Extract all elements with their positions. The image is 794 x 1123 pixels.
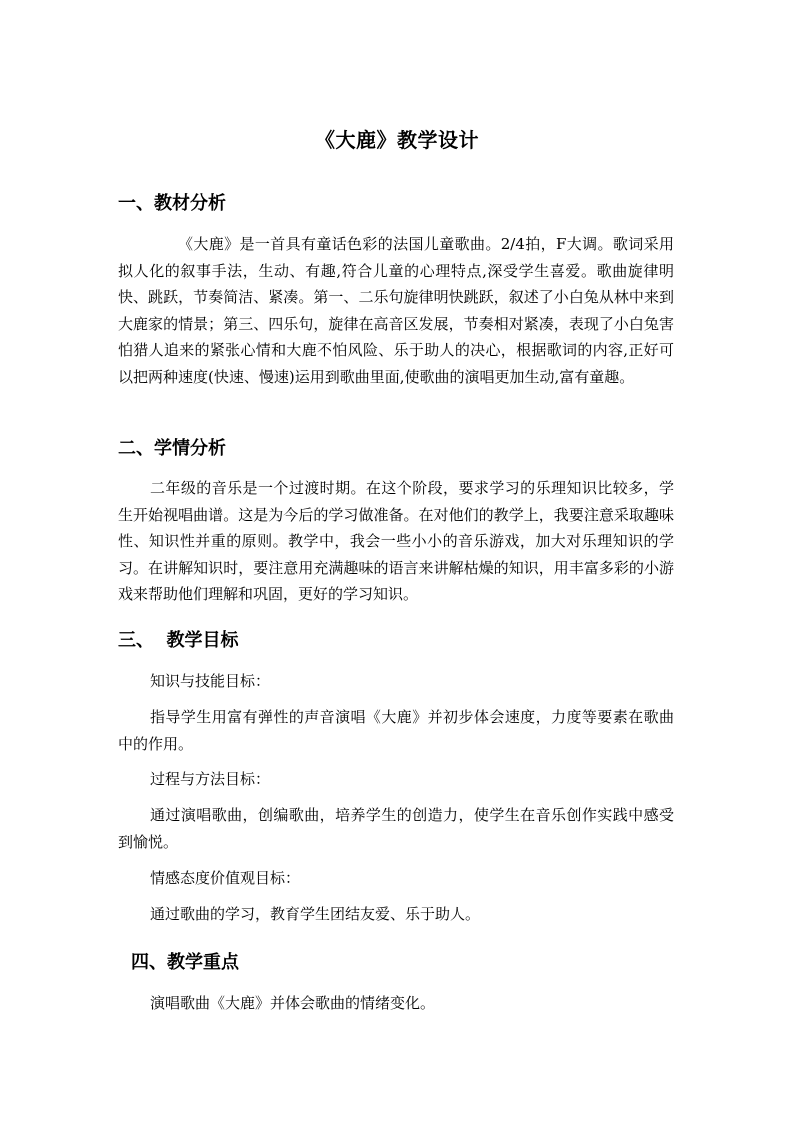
section-heading-teaching-focus: 四、教学重点	[131, 952, 239, 973]
emotion-goal-text: 通过歌曲的学习，教育学生团结友爱、乐于助人。	[150, 905, 481, 923]
material-analysis-paragraph: 《大鹿》是一首具有童话色彩的法国儿童歌曲。2/4拍，F大调。歌词采用拟人化的叙事手法，生动、有趣,符合儿童的心理特点,深受学生喜爱。歌曲旋律明快、跳跃，节奏简洁、紧凑。第一、二乐句旋律明快跳跃，叙述了小白兔从林中来到大鹿家的情景；第三、四乐句，旋律在高音区发展，节奏相对紧凑，表现了小白兔害怕猎人追来的紧张心情和大鹿不怕风险、乐于助人的决心，根据歌词的内容,正好可以把两种速度(快速、慢速)运用到歌曲里面,使歌曲的演唱更加生动,富有童趣。	[118, 235, 674, 386]
process-goal-text: 通过演唱歌曲，创编歌曲，培养学生的创造力，使学生在音乐创作实践中感受到愉悦。	[118, 806, 674, 851]
process-goal-label: 过程与方法目标：	[150, 770, 271, 788]
student-analysis-paragraph: 二年级的音乐是一个过渡时期。在这个阶段，要求学习的乐理知识比较多，学生开始视唱曲谱。这是为今后的学习做准备。在对他们的教学上，我要注意采取趣味性、知识性并重的原则。教学中，我会一些小小的音乐游戏，加大对乐理知识的学习。在讲解知识时，要注意用充满趣味的语言来讲解枯燥的知识，用丰富多彩的小游戏来帮助他们理解和巩固，更好的学习知识。	[118, 479, 674, 603]
emotion-goal-label: 情感态度价值观目标：	[150, 869, 301, 887]
section-heading-student-analysis: 二、学情分析	[118, 438, 226, 459]
knowledge-goal-text: 指导学生用富有弹性的声音演唱《大鹿》并初步体会速度，力度等要素在歌曲中的作用。	[118, 708, 674, 753]
knowledge-goal-label: 知识与技能目标：	[150, 672, 271, 690]
teaching-focus-paragraph: 演唱歌曲《大鹿》并体会歌曲的情绪变化。	[150, 994, 436, 1012]
section-heading-material-analysis: 一、教材分析	[118, 193, 226, 214]
section-heading-teaching-goals: 三、 教学目标	[118, 630, 239, 651]
page-title: 《大鹿》教学设计	[315, 128, 479, 152]
